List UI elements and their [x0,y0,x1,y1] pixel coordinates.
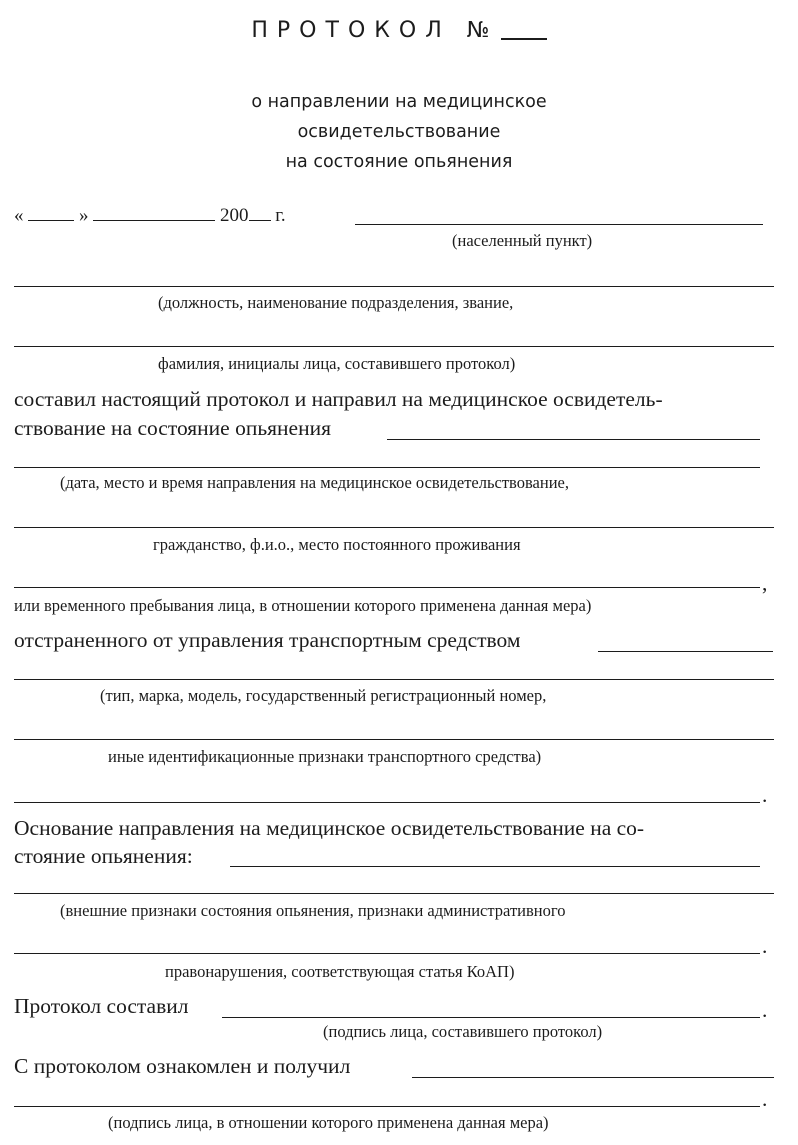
month-field[interactable] [93,204,215,221]
subject-signature-field[interactable] [14,1106,760,1107]
official-field-1[interactable] [14,286,774,287]
vehicle-field-3[interactable] [14,802,760,803]
year-suffix: г. [275,205,286,226]
year-field[interactable] [249,204,271,221]
referral-inline-field[interactable] [387,439,760,440]
open-quote: « [14,205,24,226]
grounds-caption-1: (внешние признаки состояния опьянения, признаки административного [60,901,566,920]
author-text: Протокол составил [14,994,189,1018]
comma-mark: , [762,571,768,595]
suspended-text: отстраненного от управления транспортным средством [14,628,521,652]
day-field[interactable] [28,204,74,221]
compiled-text-2: ствование на состояние опьянения [14,416,331,440]
vehicle-caption-2: иные идентификационные признаки транспортного средства) [108,747,542,766]
author-signature-field[interactable] [222,1017,760,1018]
vehicle-caption-1: (тип, марка, модель, государственный регистрационный номер, [100,686,547,705]
subtitle-line-1: о направлении на медицинское [251,92,547,112]
acquainted-inline-field[interactable] [412,1077,774,1078]
referral-caption-1: (дата, место и время направления на медицинское освидетельствование, [60,473,569,492]
grounds-field-1[interactable] [14,893,774,894]
referral-caption-2: гражданство, ф.и.о., место постоянного проживания [153,535,521,554]
vehicle-field-2[interactable] [14,739,774,740]
vehicle-field-1[interactable] [14,679,774,680]
acquainted-text: С протоколом ознакомлен и получил [14,1054,351,1078]
place-field[interactable] [355,224,763,225]
protocol-number-field[interactable] [501,18,547,40]
compiled-text-1: составил настоящий протокол и направил на медицинское освидетель- [14,387,663,411]
period-mark-4: . [762,1087,768,1111]
official-caption-1: (должность, наименование подразделения, звание, [158,293,514,312]
period-mark-1: . [762,783,768,807]
official-field-2[interactable] [14,346,774,347]
subject-signature-caption: (подпись лица, в отношении которого применена данная мера) [108,1113,549,1132]
page-title [0,18,798,43]
subtitle-line-2: освидетельствование [297,122,501,142]
year-prefix: 200 [220,205,249,226]
grounds-text-1: Основание направления на медицинское освидетельствование на со- [14,816,645,840]
author-signature-caption: (подпись лица, составившего протокол) [323,1022,603,1041]
referral-field-2[interactable] [14,527,774,528]
subtitle-line-3: на состояние опьянения [285,152,513,172]
referral-field-3[interactable] [14,587,760,588]
grounds-inline-field[interactable] [230,866,760,867]
close-quote: » [79,205,89,226]
date-line [14,204,286,227]
place-caption: (населенный пункт) [452,231,593,250]
vehicle-inline-field[interactable] [598,651,773,652]
referral-caption-3: или временного пребывания лица, в отношении которого применена данная мера) [14,596,592,615]
grounds-caption-2: правонарушения, соответствующая статья КоАП) [165,962,515,981]
referral-field-1[interactable] [14,467,760,468]
grounds-text-2: стояние опьянения: [14,844,193,868]
period-mark-3: . [762,998,768,1022]
official-caption-2: фамилия, инициалы лица, составившего протокол) [158,354,516,373]
grounds-field-2[interactable] [14,953,760,954]
title-text: ПРОТОКОЛ № [251,18,499,43]
period-mark-2: . [762,934,768,958]
